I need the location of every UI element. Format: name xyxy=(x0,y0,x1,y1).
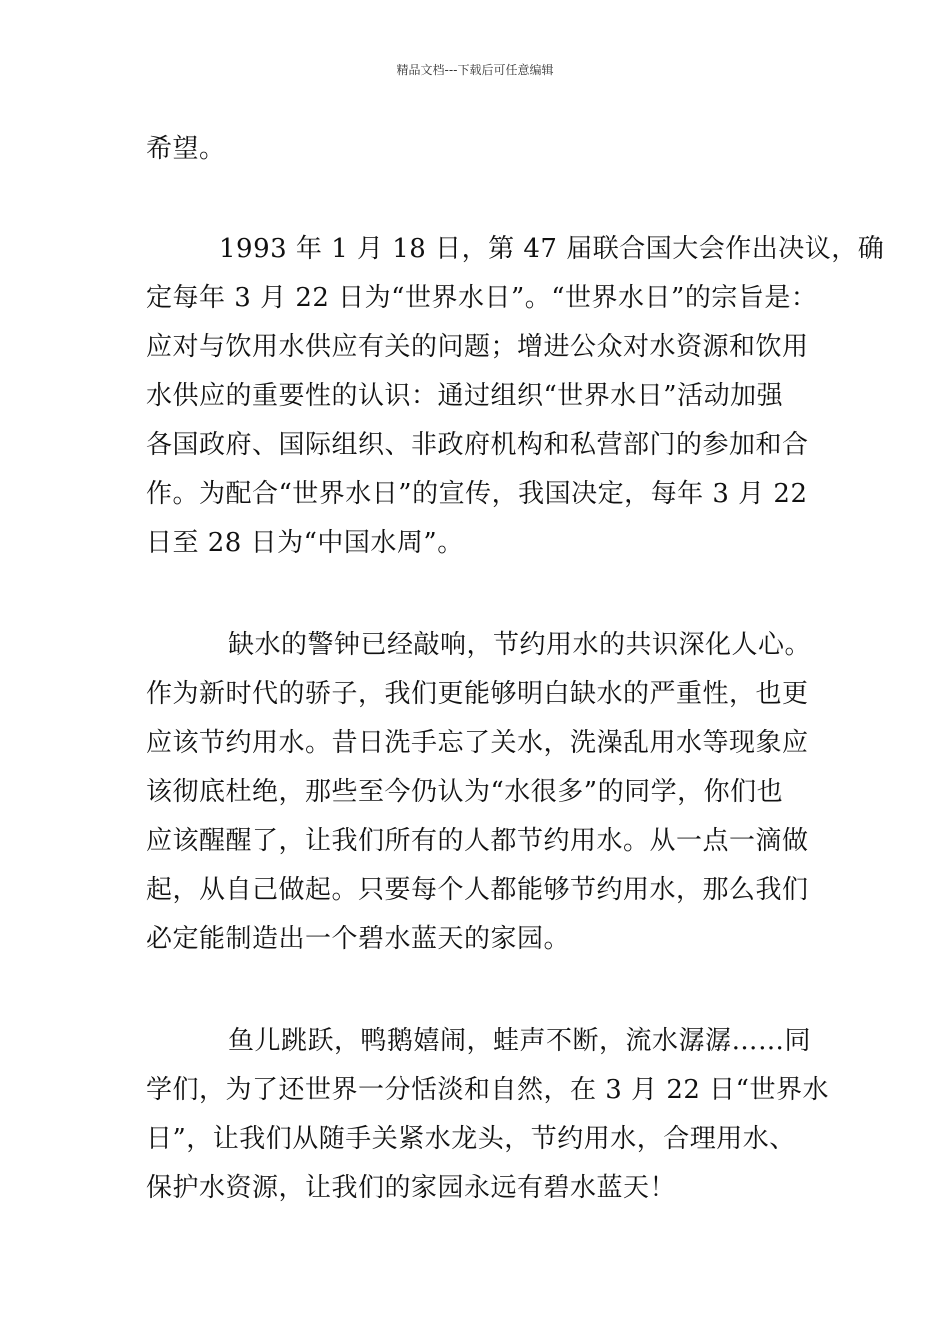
text-line: 起，从自己做起。只要每个人都能够节约用水，那么我们 xyxy=(146,875,809,905)
text-line: 必定能制造出一个碧水蓝天的家园。 xyxy=(146,924,571,954)
text-line: 该彻底杜绝，那些至今仍认为“水很多”的同学，你们也 xyxy=(146,777,784,807)
text-line: 希望。 xyxy=(146,134,226,164)
text-line: 作为新时代的骄子，我们更能够明白缺水的严重性，也更 xyxy=(146,679,809,709)
text-line: 应该醒醒了，让我们所有的人都节约用水。从一点一滴做 xyxy=(146,826,809,856)
text-line: 定每年 3 月 22 日为“世界水日”。“世界水日”的宗旨是： xyxy=(146,283,818,313)
text-line: 1993 年 1 月 18 日，第 47 届联合国大会作出决议，确 xyxy=(219,234,885,264)
text-line: 日至 28 日为“中国水周”。 xyxy=(146,528,464,558)
text-line: 学们，为了还世界一分恬淡和自然，在 3 月 22 日“世界水 xyxy=(146,1075,829,1105)
text-line: 水供应的重要性的认识：通过组织“世界水日”活动加强 xyxy=(146,381,784,411)
text-line: 保护水资源，让我们的家园永远有碧水蓝天！ xyxy=(146,1173,677,1203)
text-line: 作。为配合“世界水日”的宣传，我国决定，每年 3 月 22 xyxy=(146,479,808,509)
page-header: 精品文档---下载后可任意编辑 xyxy=(396,63,554,77)
text-line: 各国政府、国际组织、非政府机构和私营部门的参加和合 xyxy=(146,430,809,460)
text-line: 缺水的警钟已经敲响，节约用水的共识深化人心。 xyxy=(228,630,812,660)
text-line: 应该节约用水。昔日洗手忘了关水，洗澡乱用水等现象应 xyxy=(146,728,809,758)
text-line: 应对与饮用水供应有关的问题；增进公众对水资源和饮用 xyxy=(146,332,809,362)
text-line: 日”，让我们从随手关紧水龙头，节约用水，合理用水、 xyxy=(146,1124,796,1154)
text-line: 鱼儿跳跃，鸭鹅嬉闹，蛙声不断，流水潺潺……同 xyxy=(228,1026,812,1056)
